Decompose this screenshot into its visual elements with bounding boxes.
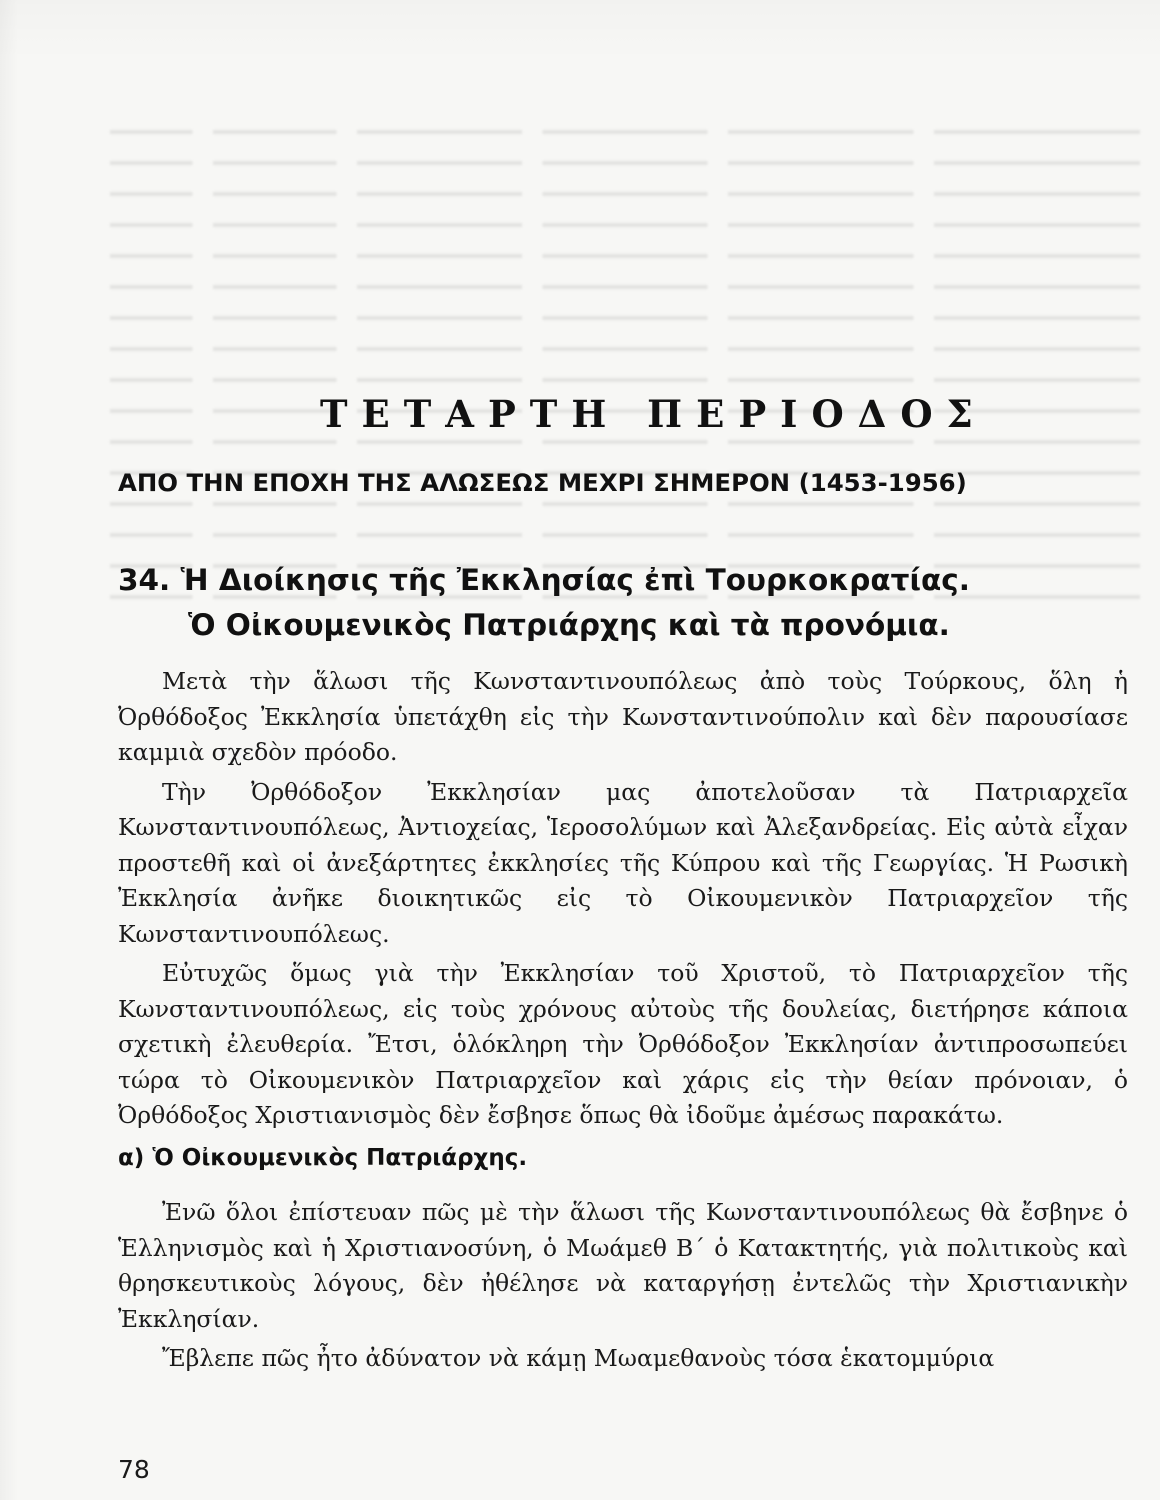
page-number: 78 — [118, 1455, 150, 1484]
part-title: ΤΕΤΑΡΤΗ ΠΕΡΙΟΔΟΣ — [320, 392, 987, 436]
paragraph: Εὐτυχῶς ὅμως γιὰ τὴν Ἐκκλησίαν τοῦ Χριστοῦ, τὸ Πατριαρχεῖον τῆς Κωνσταντινουπόλεως, εἰς τοὺς χρόνους αὐτοὺς τῆς δουλείας, διετήρησε κάποια σχετικὴ ἐλευθερία. Ἔτσι, ὁλόκληρη τὴν Ὀρθόδοξον Ἐκκλησίαν ἀντιπροσωπεύει τώρα τὸ Οἰκουμενικὸν Πατριαρχεῖον καὶ χάρις εἰς τὴν θείαν πρόνοιαν, ὁ Ὀρθόδοξος Χριστιανισμὸς δὲν ἔσβησε ὅπως θὰ ἰδοῦμε ἀμέσως παρακάτω. — [118, 959, 1128, 1129]
section-text — [118, 1195, 1128, 1377]
paragraph: Ἔβλεπε πῶς ἦτο ἀδύνατον νὰ κάμῃ Μωαμεθανοὺς τόσα ἑκατομμύρια — [162, 1344, 995, 1372]
paragraph: Τὴν Ὀρθόδοξον Ἐκκλησίαν μας ἀποτελοῦσαν τὰ Πατριαρχεῖα Κωνσταντινουπόλεως, Ἀντιοχείας, Ἱεροσολύμων καὶ Ἀλεξανδρείας. Εἰς αὐτὰ εἶχαν προστεθῆ καὶ οἱ ἀνεξάρτητες ἐκκλησίες τῆς Κύπρου καὶ τῆς Γεωργίας. Ἡ Ρωσικὴ Ἐκκλησία ἀνῆκε διοικητικῶς εἰς τὸ Οἰκουμενικὸν Πατριαρχεῖον τῆς Κωνσταντινουπόλεως. — [118, 777, 1128, 948]
chapter-heading — [118, 558, 1148, 648]
section-heading: α) Ὁ Οἰκουμενικὸς Πατριάρχης. — [118, 1145, 528, 1171]
paragraph: Μετὰ τὴν ἅλωσι τῆς Κωνσταντινουπόλεως ἀπὸ τοὺς Τούρκους, ὅλη ἡ Ὀρθόδοξος Ἐκκλησία ὑπετάχθη εἰς τὴν Κωνσταντινούπολιν καὶ δὲν παρουσίασε καμμιὰ σχεδὸν πρόοδο. — [118, 667, 1128, 766]
chapter-heading-line1: 34. Ἡ Διοίκησις τῆς Ἐκκλησίας ἐπὶ Τουρκοκρατίας. — [118, 563, 970, 597]
chapter-heading-line2: Ὁ Οἰκουμενικὸς Πατριάρχης καὶ τὰ προνόμια. — [188, 608, 950, 642]
intro-text — [118, 664, 1128, 1134]
part-subtitle: ΑΠΟ ΤΗΝ ΕΠΟΧΗ ΤΗΣ ΑΛΩΣΕΩΣ ΜΕΧΡΙ ΣΗΜΕΡΟΝ (1453-1956) — [118, 468, 967, 497]
paragraph: Ἐνῶ ὅλοι ἐπίστευαν πῶς μὲ τὴν ἅλωσι τῆς Κωνσταντινουπόλεως θὰ ἔσβηνε ὁ Ἑλληνισμὸς καὶ ἡ Χριστιανοσύνη, ὁ Μωάμεθ Β΄ ὁ Κατακτητής, γιὰ πολιτικοὺς καὶ θρησκευτικοὺς λόγους, δὲν ἠθέλησε νὰ καταργήσῃ ἐντελῶς τὴν Χριστιανικὴν Ἐκκλησίαν. — [118, 1198, 1128, 1333]
